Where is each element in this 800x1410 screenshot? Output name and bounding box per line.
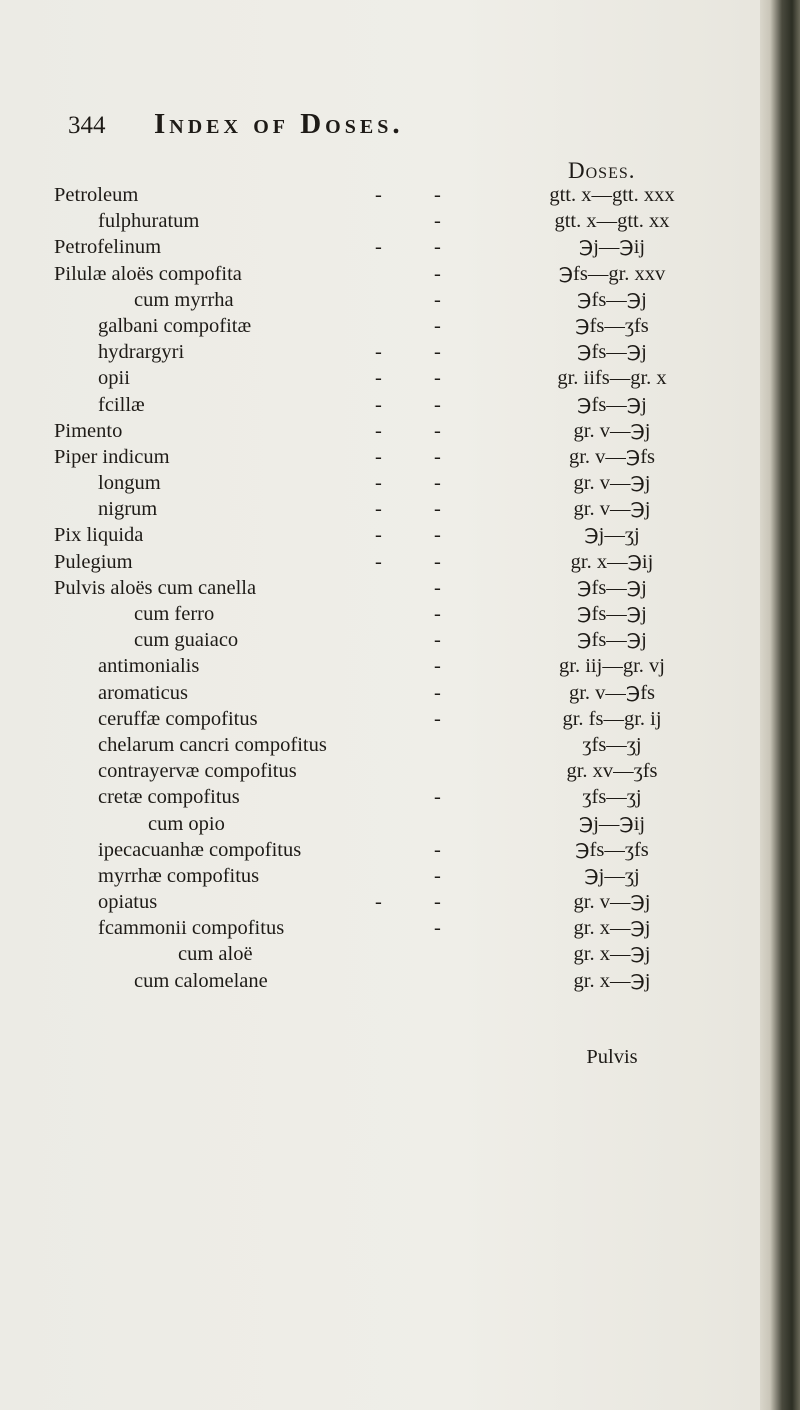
entry-name: Petrofelinum xyxy=(54,236,162,259)
entry-dose: gr. iij—gr. vj xyxy=(559,655,665,678)
entry-name: galbani compofitæ xyxy=(98,314,252,337)
entry-dose: gr. fs—gr. ij xyxy=(562,707,662,730)
doses-column-title: Doses. xyxy=(568,158,636,183)
index-entry xyxy=(0,444,760,470)
entry-name: chelarum cancri compofitus xyxy=(98,733,327,756)
index-entry xyxy=(0,889,760,915)
entry-dose: gtt. x—gtt. xx xyxy=(554,210,670,233)
index-entry xyxy=(0,365,760,391)
entry-dose: ℈fs—℈j xyxy=(577,288,647,311)
leader-dash: - xyxy=(434,341,441,364)
index-entry xyxy=(0,313,760,339)
entry-name: Piper indicum xyxy=(54,445,170,468)
index-entry xyxy=(0,915,760,941)
entry-name: Pimento xyxy=(54,419,123,442)
entry-dose: gr. v—℈j xyxy=(573,472,651,495)
entry-dose: ℈j—ʒj xyxy=(584,524,640,547)
leader-dash: - xyxy=(375,184,382,206)
entry-dose: gr. v—℈fs xyxy=(568,445,656,468)
leader-dash: - xyxy=(434,288,441,311)
leader-dash: - xyxy=(375,524,382,547)
leader-dash: - xyxy=(375,472,382,495)
leader-dash: - xyxy=(434,707,441,730)
entry-name: Pulvis aloës cum canella xyxy=(54,576,257,599)
index-entry xyxy=(0,339,760,365)
entry-dose: gr. x—℈j xyxy=(573,943,651,966)
entry-dose: gr. iifs—gr. x xyxy=(557,367,667,390)
entry-name: longum xyxy=(98,472,161,495)
entry-name: cum guaiaco xyxy=(134,629,239,652)
entry-dose: gtt. x—gtt. xxx xyxy=(549,184,675,206)
index-entry xyxy=(0,601,760,627)
index-entry xyxy=(0,208,760,234)
leader-dash: - xyxy=(434,603,441,625)
entry-dose: gr. x—℈ij xyxy=(570,550,654,573)
entry-name: nigrum xyxy=(98,498,158,521)
leader-dash: - xyxy=(434,891,441,914)
entry-dose: ℈fs—℈j xyxy=(577,576,647,599)
entry-name: antimonialis xyxy=(98,655,200,678)
leader-dash: - xyxy=(434,262,441,285)
leader-dash: - xyxy=(375,891,382,914)
entry-name: ipecacuanhæ compofitus xyxy=(98,838,302,861)
leader-dash: - xyxy=(434,498,441,521)
entry-name: Pix liquida xyxy=(54,524,144,547)
index-entry xyxy=(0,549,760,575)
entry-dose: ℈j—℈ij xyxy=(578,236,646,259)
entry-name: cum calomelane xyxy=(134,969,268,992)
leader-dash: - xyxy=(375,393,382,416)
index-entry xyxy=(0,758,760,784)
running-title: Index of Doses. xyxy=(154,108,404,140)
entry-name: cum aloë xyxy=(178,943,253,966)
leader-dash: - xyxy=(434,419,441,442)
entry-dose: ℈fs—℈j xyxy=(577,629,647,652)
index-entry xyxy=(0,863,760,889)
entry-name: opiatus xyxy=(98,891,158,914)
entry-dose: gr. x—℈j xyxy=(573,917,651,940)
book-spine-shadow xyxy=(760,0,800,1410)
leader-dash: - xyxy=(434,681,441,704)
index-entry xyxy=(0,575,760,601)
entry-name: Petroleum xyxy=(54,184,139,206)
entry-dose: ℈fs—ʒfs xyxy=(575,838,649,861)
entry-dose: gr. x—℈j xyxy=(573,969,651,992)
entry-dose: gr. v—℈j xyxy=(573,419,651,442)
entry-dose: ʒfs—ʒj xyxy=(582,786,642,809)
leader-dash: - xyxy=(434,445,441,468)
leader-dash: - xyxy=(434,838,441,861)
index-entry xyxy=(0,496,760,522)
entry-dose: ℈fs—gr. xxv xyxy=(558,262,666,285)
index-entry xyxy=(0,968,760,994)
entry-name: ceruffæ compofitus xyxy=(98,707,258,730)
index-entry xyxy=(0,182,760,208)
leader-dash: - xyxy=(375,341,382,364)
leader-dash: - xyxy=(375,445,382,468)
leader-dash: - xyxy=(375,550,382,573)
entry-name: fulphuratum xyxy=(98,210,200,233)
leader-dash: - xyxy=(434,184,441,206)
index-entry xyxy=(0,287,760,313)
leader-dash: - xyxy=(434,786,441,809)
entry-dose: gr. v—℈j xyxy=(573,891,651,914)
index-entry xyxy=(0,837,760,863)
entry-dose: ℈fs—℈j xyxy=(577,341,647,364)
entry-name: opii xyxy=(98,367,130,390)
entry-dose: ℈j—℈ij xyxy=(578,812,646,835)
index-entry xyxy=(0,941,760,967)
leader-dash: - xyxy=(375,498,382,521)
leader-dash: - xyxy=(434,524,441,547)
index-entry xyxy=(0,680,760,706)
leader-dash: - xyxy=(434,629,441,652)
index-entry xyxy=(0,627,760,653)
leader-dash: - xyxy=(434,236,441,259)
entry-dose: ℈j—ʒj xyxy=(584,864,640,887)
entry-name: fcammonii compofitus xyxy=(98,917,285,940)
entry-name: cum ferro xyxy=(134,603,215,625)
index-entry xyxy=(0,653,760,679)
leader-dash: - xyxy=(434,917,441,940)
index-entry xyxy=(0,811,760,837)
page-number: 344 xyxy=(68,112,106,139)
leader-dash: - xyxy=(434,314,441,337)
leader-dash: - xyxy=(434,550,441,573)
entry-name: hydrargyri xyxy=(98,341,185,364)
entry-dose: ℈fs—℈j xyxy=(577,393,647,416)
index-entry xyxy=(0,234,760,260)
entry-name: cretæ compofitus xyxy=(98,786,240,809)
index-entry xyxy=(0,470,760,496)
entry-name: cum myrrha xyxy=(134,288,234,311)
entry-dose: ʒfs—ʒj xyxy=(582,733,642,756)
leader-dash: - xyxy=(434,576,441,599)
entry-name: contrayervæ compofitus xyxy=(98,760,297,783)
index-entry xyxy=(0,418,760,444)
leader-dash: - xyxy=(434,393,441,416)
entry-dose: gr. xv—ʒfs xyxy=(566,760,658,783)
leader-dash: - xyxy=(434,367,441,390)
entry-name: Pilulæ aloës compofita xyxy=(54,262,242,285)
catchword: Pulvis xyxy=(586,1046,638,1068)
index-entry xyxy=(0,522,760,548)
index-entry xyxy=(0,706,760,732)
entry-name: myrrhæ compofitus xyxy=(98,864,260,887)
entry-name: fcillæ xyxy=(98,393,145,416)
index-entry xyxy=(0,392,760,418)
leader-dash: - xyxy=(375,236,382,259)
leader-dash: - xyxy=(375,367,382,390)
leader-dash: - xyxy=(434,472,441,495)
entry-dose: gr. v—℈fs xyxy=(568,681,656,704)
leader-dash: - xyxy=(434,210,441,233)
index-entry xyxy=(0,261,760,287)
entry-name: Pulegium xyxy=(54,550,133,573)
leader-dash: - xyxy=(434,655,441,678)
leader-dash: - xyxy=(434,864,441,887)
entry-name: aromaticus xyxy=(98,681,188,704)
leader-dash: - xyxy=(375,419,382,442)
dose-index-list xyxy=(0,182,760,994)
index-entry xyxy=(0,732,760,758)
entry-dose: ℈fs—℈j xyxy=(577,603,647,625)
entry-dose: ℈fs—ʒfs xyxy=(575,314,649,337)
entry-name: cum opio xyxy=(148,812,225,835)
page-header xyxy=(68,106,628,146)
entry-dose: gr. v—℈j xyxy=(573,498,651,521)
index-entry xyxy=(0,784,760,810)
